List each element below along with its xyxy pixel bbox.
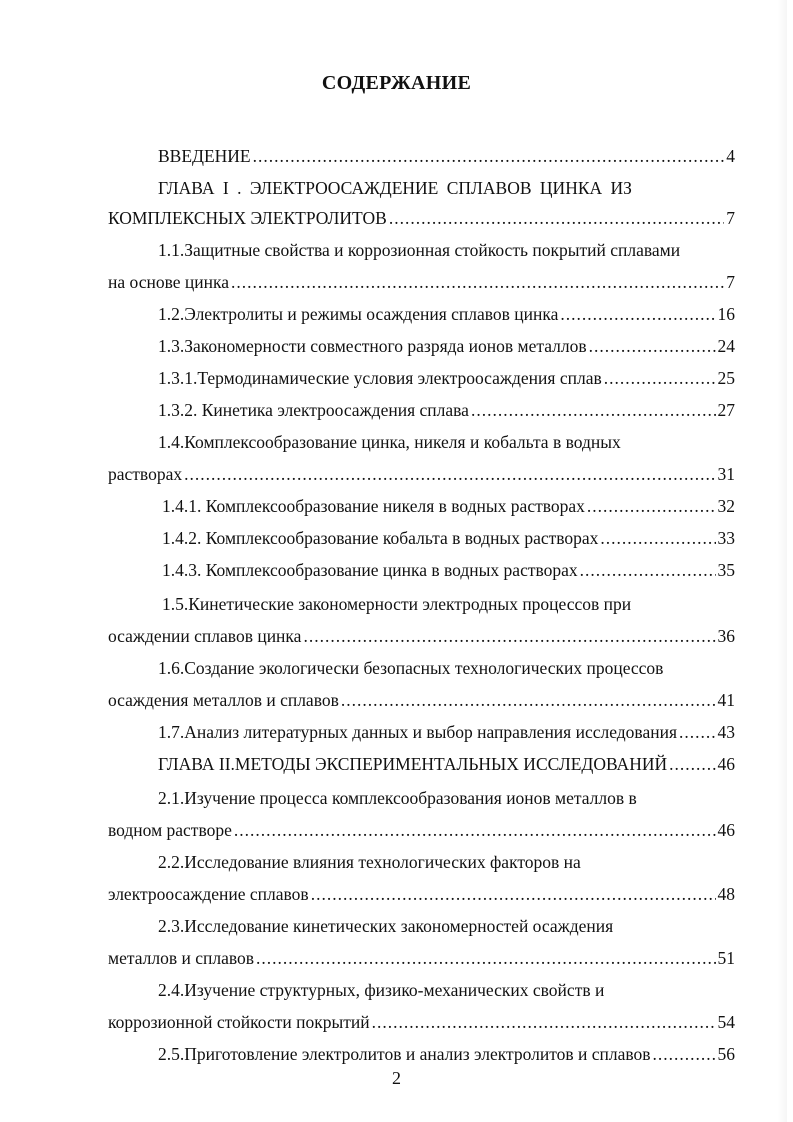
toc-entry — [108, 946, 735, 970]
toc-leader-dots — [231, 270, 724, 294]
toc-entry-line: 1.1.Защитные свойства и коррозионная стойкость покрытий сплавами — [158, 240, 681, 260]
toc-leader-dots — [184, 462, 715, 486]
toc-leader-dots — [587, 494, 716, 518]
toc-entry — [108, 462, 735, 486]
toc-entry-line: 1.4.Комплексообразование цинка, никеля и кобальта в водных — [158, 432, 621, 452]
toc-entry — [108, 270, 735, 294]
toc-entry-page: 43 — [717, 722, 735, 742]
toc-leader-dots — [234, 818, 716, 842]
toc-entry-page: 46 — [717, 754, 735, 774]
toc-entry — [108, 206, 735, 230]
toc-entry — [162, 494, 735, 518]
toc-entry-page: 35 — [717, 560, 735, 580]
toc-entry-label: коррозионной стойкости покрытий — [108, 1012, 370, 1032]
toc-entry — [108, 1010, 735, 1034]
toc-leader-dots — [669, 752, 715, 776]
toc-entry-label: 1.3.Закономерности совместного разряда ионов металлов — [158, 336, 587, 356]
toc-leader-dots — [372, 1010, 716, 1034]
toc-entry — [158, 334, 735, 358]
toc-leader-dots — [604, 366, 716, 390]
toc-entry — [158, 720, 735, 744]
toc-entry-label: осаждения металлов и сплавов — [108, 690, 339, 710]
toc-entry-label: 1.4.2. Комплексообразование кобальта в водных растворах — [162, 528, 599, 548]
toc-entry-page: 32 — [717, 496, 735, 516]
toc-leader-dots — [580, 558, 716, 582]
page-title: СОДЕРЖАНИЕ — [321, 72, 472, 94]
toc-leader-dots — [589, 334, 716, 358]
toc-entry-label: водном растворе — [108, 820, 232, 840]
toc-entry-line: 2.2.Исследование влияния технологических факторов на — [158, 852, 581, 872]
toc-leader-dots — [653, 1042, 716, 1066]
toc-chapter-entry — [158, 752, 735, 776]
toc-entry-label: 1.7.Анализ литературных данных и выбор направления исследования — [158, 722, 678, 742]
toc-leader-dots — [471, 398, 716, 422]
toc-entry-label: осаждении сплавов цинка — [108, 626, 302, 646]
toc-entry-line: 2.4.Изучение структурных, физико-механических свойств и — [158, 980, 605, 1000]
toc-entry-page: 36 — [717, 626, 735, 646]
toc-entry-label: растворах — [108, 464, 183, 484]
toc-entry-page: 25 — [717, 368, 735, 388]
toc-entry-page: 54 — [717, 1012, 735, 1032]
toc-leader-dots — [600, 526, 715, 550]
toc-entry-line: 2.1.Изучение процесса комплексообразования ионов металлов в — [158, 788, 637, 808]
toc-leader-dots — [560, 302, 715, 326]
toc-entry-page: 41 — [717, 690, 735, 710]
toc-leader-dots — [679, 720, 715, 744]
toc-entry-label: ГЛАВА II.МЕТОДЫ ЭКСПЕРИМЕНТАЛЬНЫХ ИССЛЕДОВАНИЙ — [158, 754, 668, 774]
toc-entry-page: 31 — [717, 464, 735, 484]
toc-leader-dots — [311, 882, 716, 906]
toc-entry-page: 24 — [717, 336, 735, 356]
toc-entry-label: ВВЕДЕНИЕ — [158, 146, 251, 166]
toc-leader-dots — [253, 144, 725, 168]
toc-entry-label: 1.4.1. Комплексообразование никеля в водных растворах — [162, 496, 585, 516]
toc-entry — [108, 688, 735, 712]
toc-leader-dots — [303, 624, 715, 648]
toc-entry — [108, 818, 735, 842]
toc-entry-page: 7 — [726, 208, 735, 228]
toc-entry — [158, 366, 735, 390]
toc-entry-label: 1.3.2. Кинетика электроосаждения сплава — [158, 400, 469, 420]
toc-entry-label: электроосаждение сплавов — [108, 884, 309, 904]
toc-leader-dots — [341, 688, 716, 712]
toc-entry-page: 33 — [717, 528, 735, 548]
toc-entry-page: 56 — [717, 1044, 735, 1064]
toc-leader-dots — [256, 946, 715, 970]
toc-entry — [162, 558, 735, 582]
toc-entry — [108, 624, 735, 648]
toc-entry-line: 1.5.Кинетические закономерности электродных процессов при — [162, 594, 632, 614]
toc-chapter-heading: ГЛАВА I . ЭЛЕКТРООСАЖДЕНИЕ СПЛАВОВ ЦИНКА ИЗ — [158, 178, 632, 198]
toc-entry-page: 4 — [726, 146, 735, 166]
toc-entry-line: 1.6.Создание экологически безопасных технологических процессов — [158, 658, 664, 678]
toc-entry-label: металлов и сплавов — [108, 948, 255, 968]
toc-entry — [108, 882, 735, 906]
toc-entry-label: на основе цинка — [108, 272, 229, 292]
toc-entry-line: 2.3.Исследование кинетических закономерностей осаждения — [158, 916, 614, 936]
scan-edge-shadow — [777, 0, 787, 1122]
toc-entry-page: 51 — [717, 948, 735, 968]
toc-entry-label: 1.2.Электролиты и режимы осаждения сплавов цинка — [158, 304, 559, 324]
toc-entry — [158, 302, 735, 326]
toc-entry-label: КОМПЛЕКСНЫХ ЭЛЕКТРОЛИТОВ — [108, 208, 387, 228]
toc-entry-page: 7 — [726, 272, 735, 292]
toc-entry-label: 1.3.1.Термодинамические условия электроосаждения сплав — [158, 368, 602, 388]
toc-entry-page: 27 — [717, 400, 735, 420]
toc-entry-page: 46 — [717, 820, 735, 840]
toc-leader-dots — [389, 206, 724, 230]
toc-entry — [158, 398, 735, 422]
page-number: 2 — [392, 1068, 401, 1088]
toc-entry — [158, 1042, 735, 1066]
toc-entry-label: 2.5.Приготовление электролитов и анализ электролитов и сплавов — [158, 1044, 651, 1064]
toc-entry-page: 16 — [717, 304, 735, 324]
toc-entry — [162, 526, 735, 550]
toc-entry-label: 1.4.3. Комплексообразование цинка в водных растворах — [162, 560, 578, 580]
toc-entry-introduction — [158, 144, 735, 168]
toc-entry-page: 48 — [717, 884, 735, 904]
